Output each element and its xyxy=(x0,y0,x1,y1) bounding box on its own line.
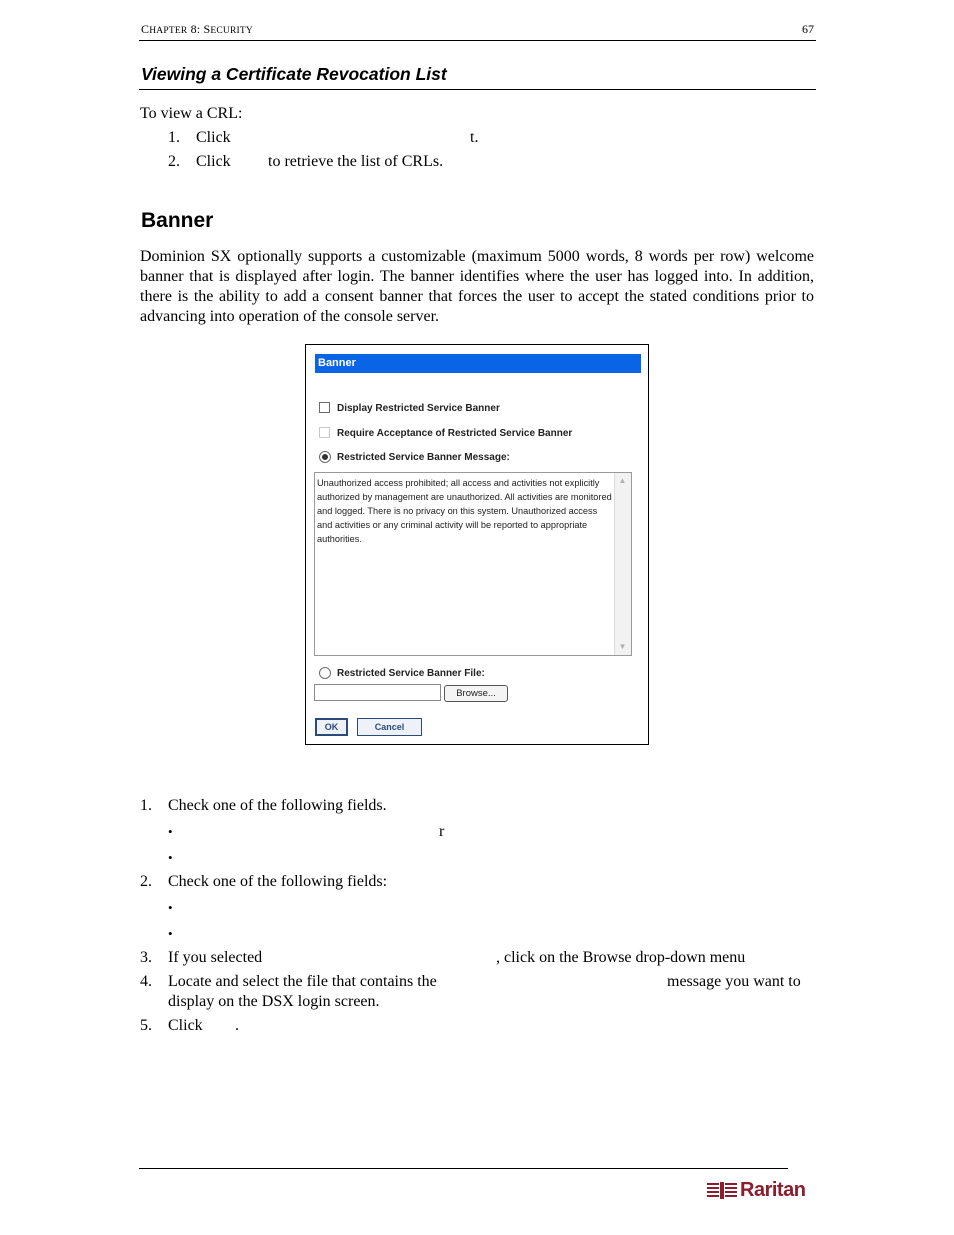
chapter-word: HAPTER xyxy=(149,26,188,36)
crl-step-2-prefix: Click xyxy=(196,153,231,170)
crl-step-1-prefix: Click xyxy=(196,129,231,146)
section-rule xyxy=(139,89,816,90)
crl-intro: To view a CRL: xyxy=(140,105,243,122)
browse-button[interactable]: Browse... xyxy=(444,685,508,702)
message-radio-label: Restricted Service Banner Message: xyxy=(337,452,510,463)
running-header-chapter xyxy=(141,22,253,37)
scroll-up-icon[interactable]: ▲ xyxy=(618,476,627,485)
crl-step-2-suffix: to retrieve the list of CRLs. xyxy=(268,153,444,170)
message-radio[interactable] xyxy=(319,451,331,463)
require-acceptance-checkbox[interactable] xyxy=(319,427,330,438)
crl-step-1-suffix: t. xyxy=(470,129,479,146)
banner-heading: Banner xyxy=(141,209,214,232)
step-3-suffix: , click on the Browse drop-down menu xyxy=(496,949,746,966)
textarea-scrollbar[interactable] xyxy=(614,473,631,655)
step-4-number: 4. xyxy=(140,973,152,990)
chapter-letter: C xyxy=(141,22,150,36)
footer-rule xyxy=(139,1168,788,1169)
page-number: 67 xyxy=(802,22,814,36)
crl-step-1-number: 1. xyxy=(168,129,180,146)
raritan-wordmark: Raritan xyxy=(740,1179,806,1201)
step-4-prefix: Locate and select the file that contains the xyxy=(168,973,437,990)
step-4-suffix: message you want to xyxy=(667,973,801,990)
step-3-prefix: If you selected xyxy=(168,949,263,966)
banner-dialog-screenshot xyxy=(305,344,649,745)
step-5-suffix: . xyxy=(235,1017,239,1034)
display-banner-label: Display Restricted Service Banner xyxy=(337,403,500,414)
scroll-down-icon[interactable]: ▼ xyxy=(618,642,627,651)
cancel-button[interactable]: Cancel xyxy=(357,718,422,736)
require-acceptance-label: Require Acceptance of Restricted Service Banner xyxy=(337,428,573,439)
bullet: • xyxy=(168,824,173,839)
chapter-title: ECURITY xyxy=(210,26,253,36)
chapter-number: 8: S xyxy=(187,22,211,36)
banner-file-input[interactable] xyxy=(314,684,441,701)
bullet: • xyxy=(168,850,173,865)
crl-step-2-number: 2. xyxy=(168,153,180,170)
step-1-bullet-1-tail: r xyxy=(439,823,445,840)
step-5-prefix: Click xyxy=(168,1017,203,1034)
step-5-number: 5. xyxy=(140,1017,152,1034)
bullet: • xyxy=(168,900,173,915)
banner-message-text: Unauthorized access prohibited; all access and activities not explicitly authorized by management are unauthorized. All activities are monitored and logged. There is no privacy on this system. Unauthorized access and activities or any criminal activity will be reported to appropriate authorities. xyxy=(317,478,612,544)
raritan-mark-icon xyxy=(707,1182,737,1200)
display-banner-checkbox[interactable] xyxy=(319,402,330,413)
header-rule xyxy=(139,40,816,41)
step-2-text: Check one of the following fields: xyxy=(168,873,388,890)
ok-button[interactable]: OK xyxy=(315,718,348,736)
section-title: Viewing a Certificate Revocation List xyxy=(141,64,447,84)
step-2-number: 2. xyxy=(140,873,152,890)
radio-selected-dot xyxy=(322,454,328,460)
dialog-title: Banner xyxy=(315,354,641,373)
file-radio[interactable] xyxy=(319,667,331,679)
step-1-number: 1. xyxy=(140,797,152,814)
step-4-line-2: display on the DSX login screen. xyxy=(168,993,380,1010)
step-1-text: Check one of the following fields. xyxy=(168,797,387,814)
banner-paragraph: Dominion SX optionally supports a customizable (maximum 5000 words, 8 words per row) welcome banner that is displayed after login. The banner identifies where the user has logged into. In addition, there is the ability to add a consent banner that forces the user to accept the stated conditions prior to advancing into operation of the console server. xyxy=(140,248,814,325)
file-radio-label: Restricted Service Banner File: xyxy=(337,668,485,679)
bullet: • xyxy=(168,926,173,941)
banner-message-textarea[interactable] xyxy=(314,472,632,656)
step-3-number: 3. xyxy=(140,949,152,966)
